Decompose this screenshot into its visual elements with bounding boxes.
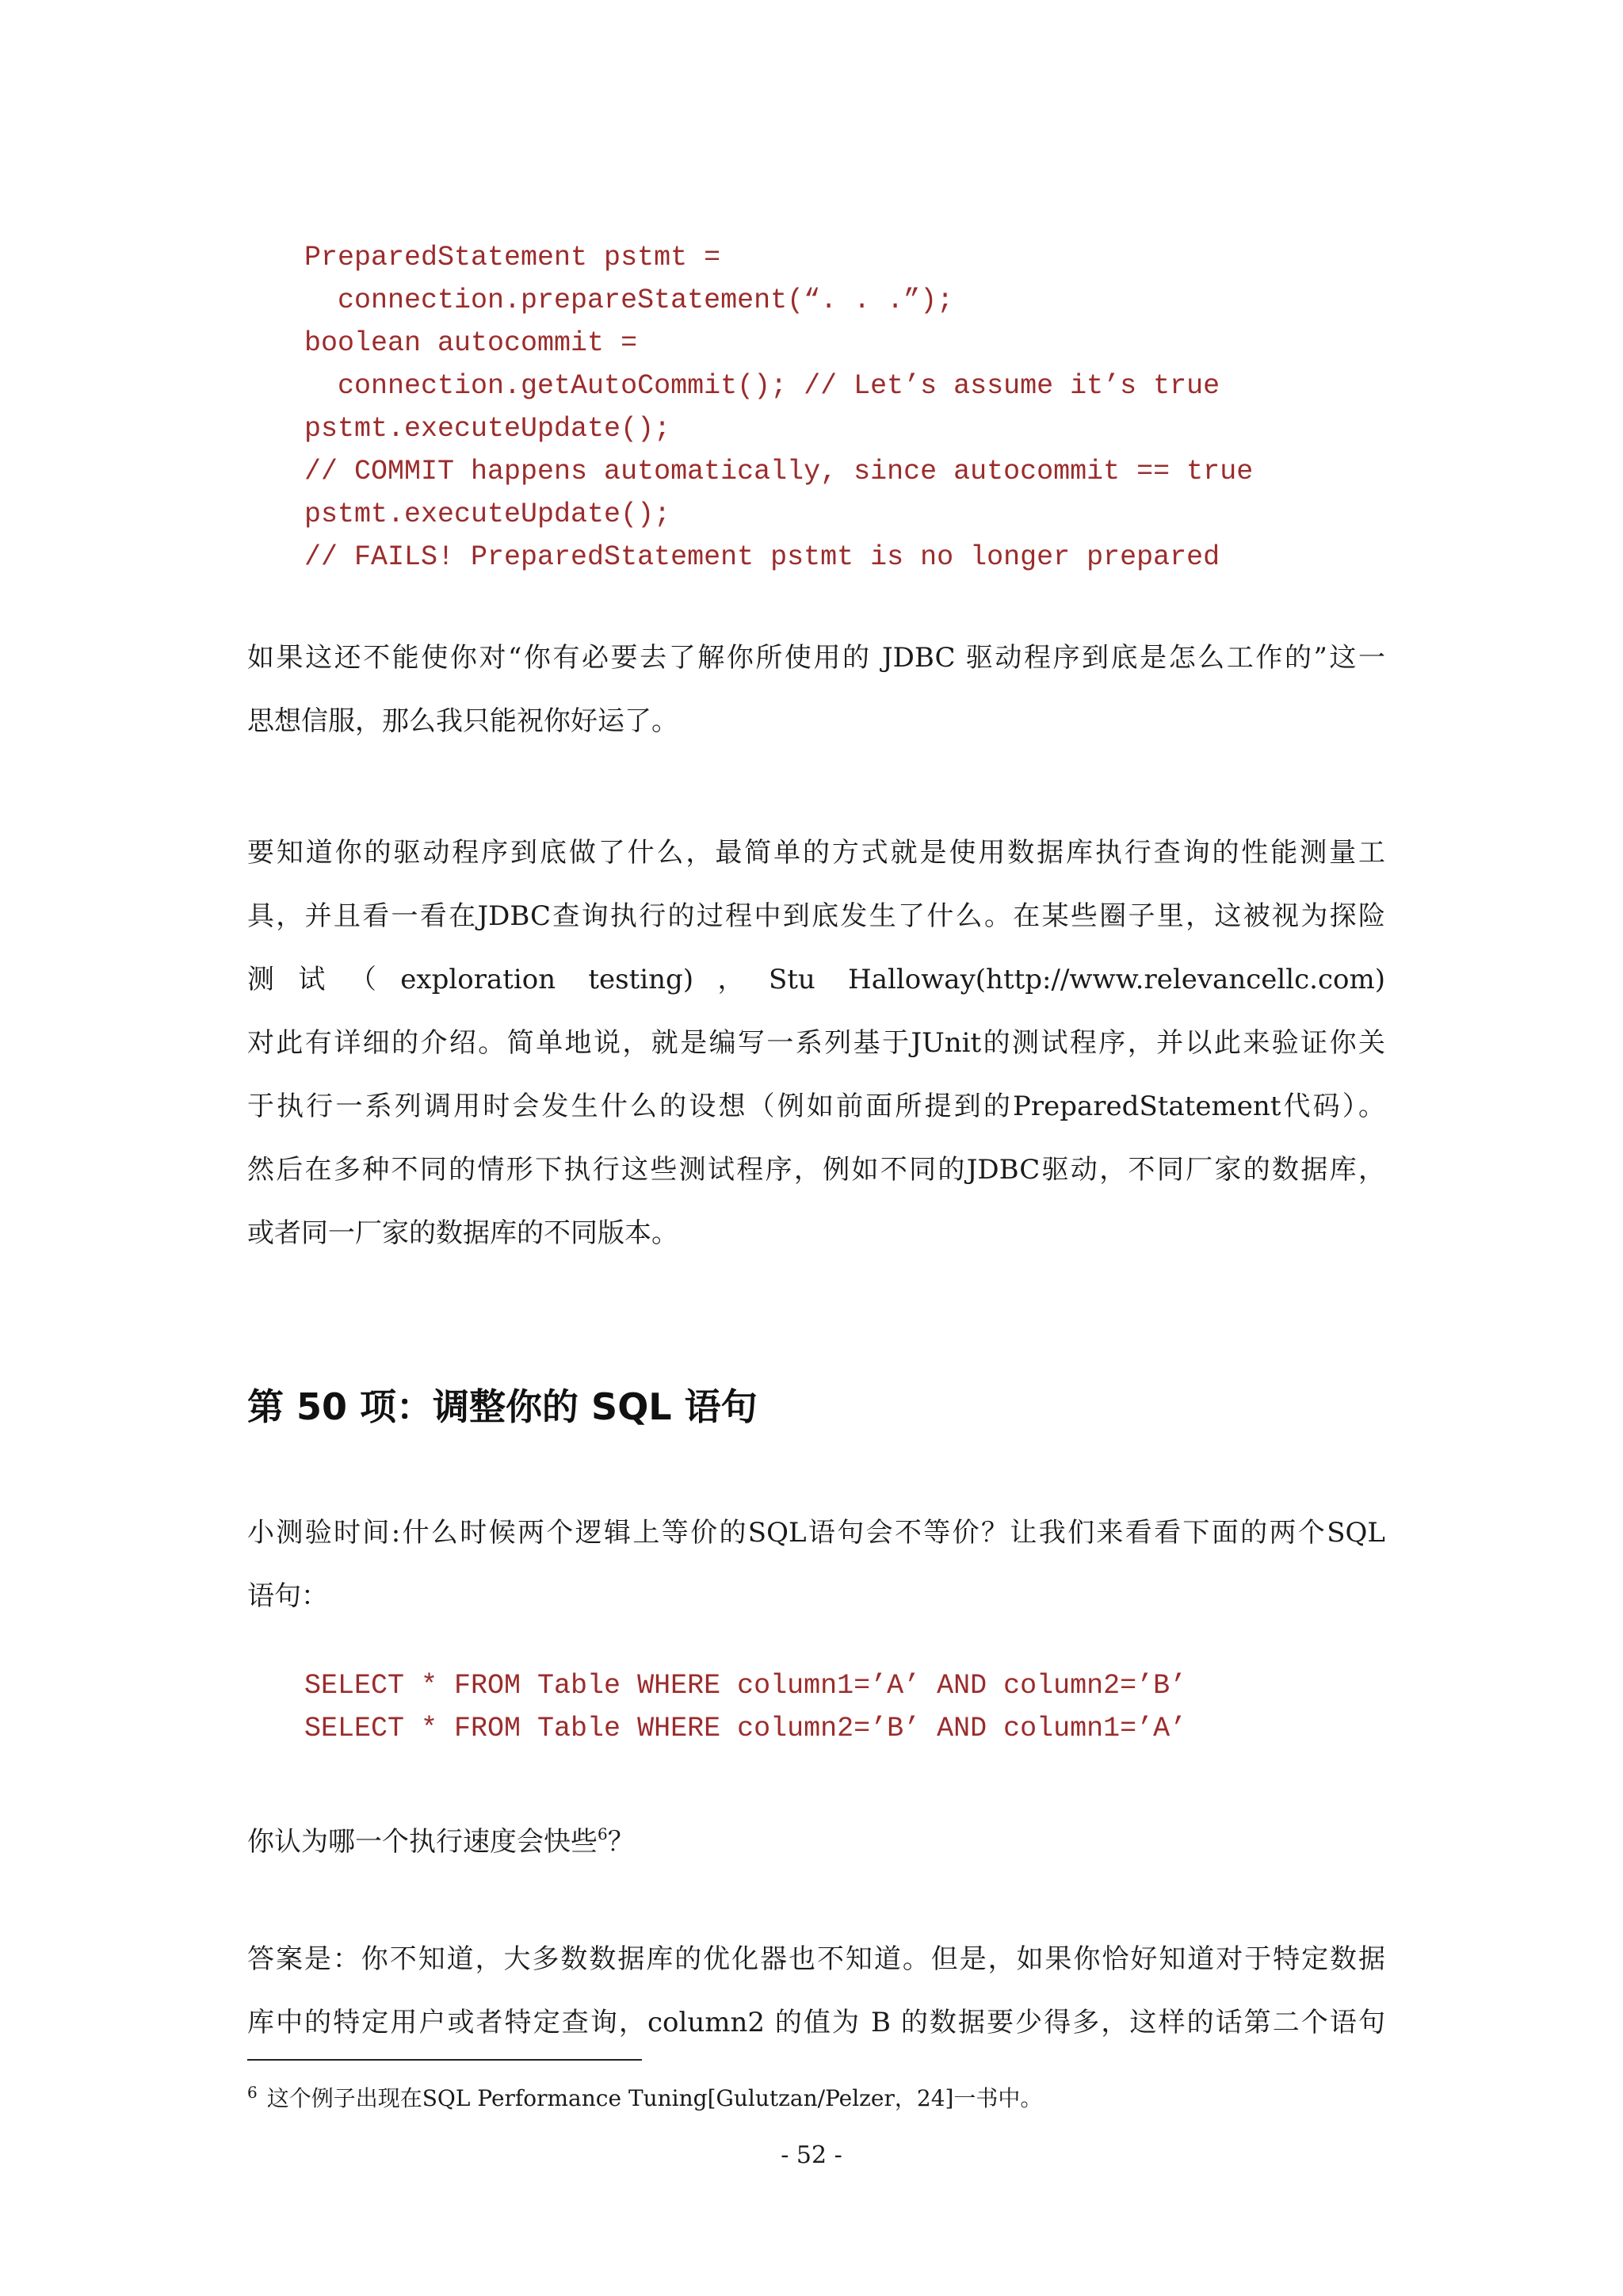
section-heading: 第 50 项：调整你的 SQL 语句	[247, 1385, 758, 1428]
footnote-number: 6	[247, 2083, 258, 2102]
code-line: // FAILS! PreparedStatement pstmt is no longer prepared	[304, 541, 1220, 573]
footnote-reference[interactable]: 6	[598, 1824, 608, 1843]
paragraph-answer	[247, 1927, 1385, 2054]
code-line: SELECT * FROM Table WHERE column2=’B’ AND column1=’A’	[304, 1713, 1187, 1744]
code-line: connection.getAutoCommit(); // Let’s assume it’s true	[304, 370, 1220, 402]
paragraph-line: 答案是：你不知道，大多数数据库的优化器也不知道。但是，如果你恰好知道对于特定数据	[247, 1943, 1385, 1975]
paragraph-question	[247, 1802, 1385, 1866]
code-block-jdbc	[304, 236, 1253, 579]
code-line: boolean autocommit =	[304, 327, 638, 359]
paragraph-line: 库中的特定用户或者特定查询，column2 的值为 B 的数据要少得多，这样的话第二个语句	[247, 2007, 1385, 2038]
paragraph-line	[247, 1802, 1385, 1866]
page-number: - 52 -	[781, 2141, 842, 2169]
code-line: connection.prepareStatement(“. . .”);	[304, 285, 954, 316]
code-line: pstmt.executeUpdate();	[304, 499, 671, 530]
code-line: PreparedStatement pstmt =	[304, 242, 721, 273]
paragraph-line: 或者同一厂家的数据库的不同版本。	[247, 1217, 678, 1249]
paragraph-line: 测试（exploration testing)，Stu Halloway(http://www.relevancellc.com)	[247, 964, 1385, 995]
paragraph-driver-understanding	[247, 626, 1385, 753]
question-text: 你认为哪一个执行速度会快些	[247, 1826, 598, 1858]
paragraph-line: 要知道你的驱动程序到底做了什么，最简单的方式就是使用数据库执行查询的性能测量工	[247, 837, 1385, 869]
footnote-text: 这个例子出现在SQL Performance Tuning[Gulutzan/Pelzer，24]一书中。	[266, 2085, 1043, 2111]
paragraph-line: 如果这还不能使你对“你有必要去了解你所使用的 JDBC 驱动程序到底是怎么工作的”这一	[247, 642, 1385, 674]
code-line: // COMMIT happens automatically, since autocommit == true	[304, 456, 1254, 487]
code-line: pstmt.executeUpdate();	[304, 413, 671, 445]
paragraph-exploration-testing	[247, 821, 1385, 1265]
footnote-divider	[247, 2059, 642, 2061]
question-suffix: ？	[607, 1826, 635, 1858]
paragraph-line: 于执行一系列调用时会发生什么的设想（例如前面所提到的PreparedStatement代码）。	[247, 1091, 1385, 1122]
paragraph-line: 语句：	[247, 1580, 328, 1612]
code-block-sql	[304, 1664, 1186, 1750]
code-line: SELECT * FROM Table WHERE column1=’A’ AND column2=’B’	[304, 1670, 1187, 1702]
footnote	[247, 2075, 1042, 2116]
paragraph-line: 具，并且看一看在JDBC查询执行的过程中到底发生了什么。在某些圈子里，这被视为探险	[247, 900, 1385, 932]
paragraph-line: 思想信服，那么我只能祝你好运了。	[247, 705, 678, 737]
paragraph-line: 然后在多种不同的情形下执行这些测试程序，例如不同的JDBC驱动，不同厂家的数据库，	[247, 1154, 1385, 1186]
paragraph-quiz	[247, 1501, 1385, 1628]
paragraph-line: 对此有详细的介绍。简单地说，就是编写一系列基于JUnit的测试程序，并以此来验证你关	[247, 1027, 1385, 1059]
paragraph-line: 小测验时间:什么时候两个逻辑上等价的SQL语句会不等价？让我们来看看下面的两个SQL	[247, 1517, 1385, 1549]
